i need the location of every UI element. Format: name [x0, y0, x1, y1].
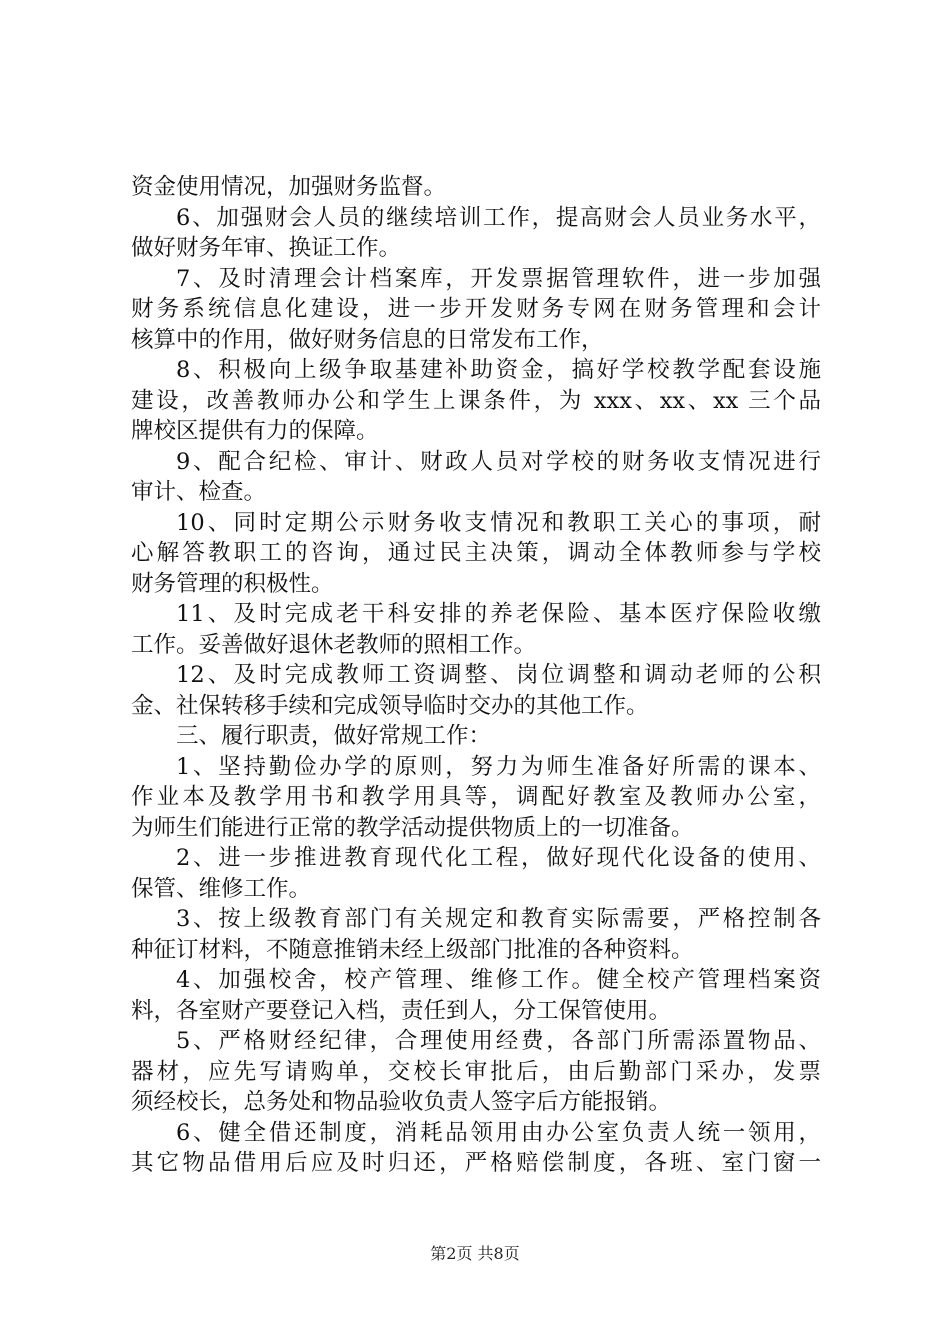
- text-line: 其它物品借用后应及时归还，严格赔偿制度，各班、室门窗一: [131, 1150, 821, 1176]
- text-line: 11、及时完成老干科安排的养老保险、基本医疗保险收缴: [176, 601, 821, 627]
- text-line: 4、加强校舍，校产管理、维修工作。健全校产管理档案资: [176, 967, 821, 993]
- text-line: 6、健全借还制度，消耗品领用由办公室负责人统一领用，: [176, 1119, 821, 1146]
- text-line: 作业本及教学用书和教学用具等，调配好教室及教师办公室，: [131, 784, 821, 810]
- text-line: 工作。妥善做好退休老教师的照相工作。: [131, 631, 537, 658]
- text-line: 2、进一步推进教育现代化工程，做好现代化设备的使用、: [176, 845, 821, 871]
- text-line: 保管、维修工作。: [131, 875, 312, 902]
- text-line: 8、积极向上级争取基建补助资金，搞好学校教学配套设施: [176, 357, 821, 383]
- text-line: 3、按上级教育部门有关规定和教育实际需要，严格控制各: [176, 906, 821, 932]
- text-line: 建设，改善教师办公和学生上课条件，为 xxx、xx、xx 三个品: [131, 387, 821, 414]
- text-line: 财务管理的积极性。: [131, 570, 334, 597]
- text-line: 审计、检查。: [131, 479, 267, 505]
- text-line: 须经校长，总务处和物品验收负责人签字后方能报销。: [131, 1089, 672, 1115]
- text-line: 做好财务年审、换证工作。: [131, 235, 402, 261]
- text-line: 金、社保转移手续和完成领导临时交办的其他工作。: [131, 692, 649, 719]
- text-line: 牌校区提供有力的保障。: [131, 418, 379, 444]
- text-line: 12、及时完成教师工资调整、岗位调整和调动老师的公积: [176, 662, 821, 688]
- text-line: 9、配合纪检、审计、财政人员对学校的财务收支情况进行: [176, 448, 821, 475]
- text-line: 1、坚持勤俭办学的原则，努力为师生准备好所需的课本、: [176, 753, 821, 780]
- text-line: 三、履行职责，做好常规工作：: [176, 723, 492, 749]
- text-line: 7、及时清理会计档案库，开发票据管理软件，进一步加强: [176, 265, 821, 292]
- text-line: 6、加强财会人员的继续培训工作，提高财会人员业务水平，: [176, 204, 821, 231]
- text-line: 心解答教职工的咨询，通过民主决策，调动全体教师参与学校: [131, 540, 821, 566]
- text-line: 核算中的作用，做好财务信息的日常发布工作，: [131, 326, 604, 353]
- text-line: 财务系统信息化建设，进一步开发财务专网在财务管理和会计: [131, 296, 821, 322]
- text-line: 料，各室财产要登记入档，责任到人，分工保管使用。: [131, 997, 672, 1024]
- document-body: [131, 172, 821, 1179]
- text-line: 器材，应先写请购单，交校长审批后，由后勤部门采办，发票: [131, 1058, 821, 1085]
- text-line: 种征订材料，不随意推销未经上级部门批准的各种资料。: [131, 936, 694, 963]
- page-number-footer: 第2页 共8页: [430, 1244, 520, 1263]
- text-line: 资金使用情况，加强财务监督。: [131, 174, 447, 200]
- text-line: 5、严格财经纪律，合理使用经费，各部门所需添置物品、: [176, 1028, 821, 1054]
- text-line: 为师生们能进行正常的教学活动提供物质上的一切准备。: [131, 814, 694, 841]
- text-line: 10、同时定期公示财务收支情况和教职工关心的事项，耐: [176, 509, 821, 536]
